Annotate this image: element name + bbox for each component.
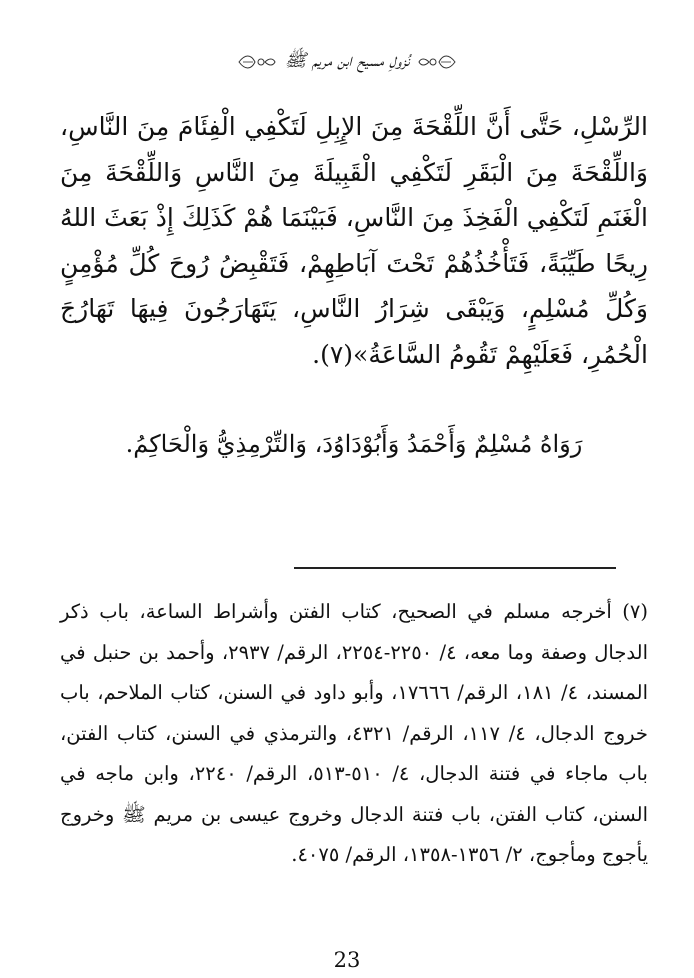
page-number: 23 (333, 948, 361, 972)
floral-ornament-icon (417, 52, 457, 72)
hadith-source: رَوَاهُ مُسْلِمٌ وَأَحْمَدُ وَأَبُوْدَاوُدَ، وَالتِّرْمِذِيُّ وَالْحَاكِمُ. (125, 430, 583, 458)
running-header (0, 44, 694, 80)
header-title: نُزولِ مسيح ابن مريم ﷺ (284, 50, 410, 71)
footnote-divider (294, 567, 616, 569)
floral-ornament-icon (237, 52, 277, 72)
footnote-7: (٧) أخرجه مسلم في الصحيح، كتاب الفتن وأشراط الساعة، باب ذكر الدجال وصفة وما معه، ٤/ ٢٢٥٠-٢٢٥٤، الرقم/ ٢٩٣٧، وأحمد بن حنبل في المسند، ٤/ ١٨١، الرقم/ ١٧٦٦٦، وأبو داود في السنن، كتاب الملاحم، باب خروج الدجال، ٤/ ١١٧، الرقم/ ٤٣٢١، والترمذي في السنن، كتاب الفتن، باب ماجاء في فتنة الدجال، ٤/ ٥١٠-٥١٣، الرقم/ ٢٢٤٠، وابن ماجه في السنن، كتاب الفتن، باب فتنة الدجال وخروج عيسى بن مريم ﷺ وخروج يأجوج ومأجوج، ٢/ ١٣٥٦-١٣٥٨، الرقم/ ٤٠٧٥. (60, 600, 649, 866)
hadith-text: الرِّسْلِ، حَتَّى أَنَّ اللِّقْحَةَ مِنَ الإِبِلِ لَتَكْفِي الْفِئَامَ مِنَ النَّاسِ، وَاللِّقْحَةَ مِنَ الْبَقَرِ لَتَكْفِي الْقَبِيلَةَ مِنَ النَّاسِ وَاللِّقْحَةَ مِنَ الْغَنَمِ لَتَكْفِي الْفَخِذَ مِنَ النَّاسِ، فَبَيْنَمَا هُمْ كَذَلِكَ إِذْ بَعَثَ اللهُ رِيحًا طَيِّبَةً، فَتَأْخُذُهُمْ تَحْتَ آبَاطِهِمْ، فَتَقْبِضُ رُوحَ كُلِّ مُؤْمِنٍ وَكُلِّ مُسْلِمٍ، وَيَبْقَى شِرَارُ النَّاسِ، يَتَهَارَجُونَ فِيهَا تَهَارُجَ الْحُمُرِ، فَعَلَيْهِمْ تَقُومُ السَّاعَةُ»(٧). (59, 112, 648, 369)
